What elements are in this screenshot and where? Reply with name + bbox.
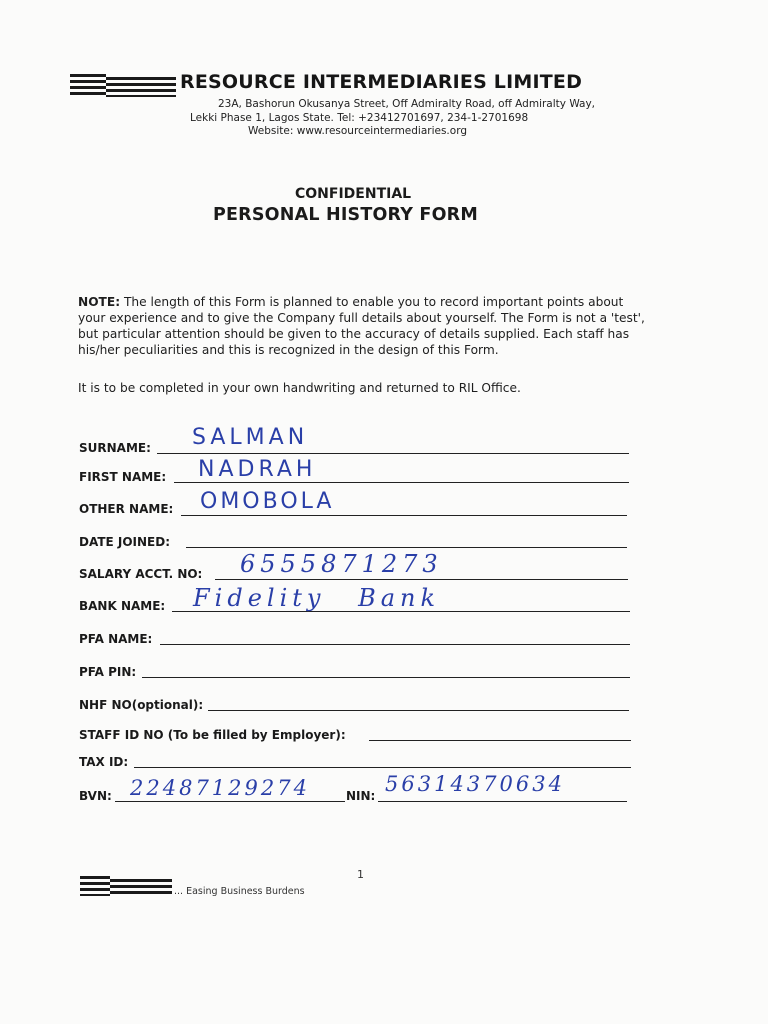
address-line-2: Lekki Phase 1, Lagos State. Tel: +23412701697, 234-1-2701698 xyxy=(190,112,529,124)
nhf-no-line xyxy=(208,710,629,711)
note-paragraph xyxy=(78,294,648,358)
first-name-field[interactable]: NADRAH xyxy=(198,457,317,482)
striped-flag-logo-icon xyxy=(70,72,176,98)
striped-flag-logo-icon xyxy=(80,874,172,898)
surname-label: SURNAME: xyxy=(79,441,151,455)
bvn-label: BVN: xyxy=(79,789,112,803)
salary-acct-field[interactable]: 6555871273 xyxy=(240,550,443,578)
staff-id-line xyxy=(369,740,631,741)
other-name-field[interactable]: OMOBOLA xyxy=(200,489,335,514)
bank-name-field[interactable]: Fidelity Bank xyxy=(193,584,441,612)
nin-label: NIN: xyxy=(346,789,376,803)
surname-field[interactable]: SALMAN xyxy=(192,425,309,450)
first-name-line xyxy=(174,482,629,483)
bank-name-label: BANK NAME: xyxy=(79,599,166,613)
salary-acct-line xyxy=(215,579,628,580)
first-name-label: FIRST NAME: xyxy=(79,470,167,484)
pfa-pin-label: PFA PIN: xyxy=(79,665,137,679)
surname-line xyxy=(157,453,629,454)
nhf-no-label: NHF NO(optional): xyxy=(79,698,204,712)
pfa-name-line xyxy=(160,644,630,645)
nin-field[interactable]: 56314370634 xyxy=(385,772,565,796)
tax-id-line xyxy=(134,767,631,768)
tagline: ... Easing Business Burdens xyxy=(174,886,305,897)
address-line-1: 23A, Bashorun Okusanya Street, Off Admiralty Road, off Admiralty Way, xyxy=(218,98,596,110)
other-name-line xyxy=(181,515,627,516)
note-label: NOTE: xyxy=(78,295,121,309)
form-title: PERSONAL HISTORY FORM xyxy=(213,205,478,225)
salary-acct-label: SALARY ACCT. NO: xyxy=(79,567,203,581)
date-joined-line xyxy=(186,547,627,548)
pfa-name-label: PFA NAME: xyxy=(79,632,153,646)
tax-id-label: TAX ID: xyxy=(79,755,129,769)
note-text: The length of this Form is planned to enable you to record important points about your experience and to give the Company full details about yourself. The Form is not a 'test', but particular attention should be given to the accuracy of details supplied. Each staff has his/her peculiarities and this is recognized in the design of this Form. xyxy=(78,295,645,357)
instruction-text: It is to be completed in your own handwriting and returned to RIL Office. xyxy=(78,381,521,395)
confidential-label: CONFIDENTIAL xyxy=(295,186,412,202)
pfa-pin-line xyxy=(142,677,630,678)
page-number: 1 xyxy=(357,868,364,881)
bvn-line xyxy=(115,801,345,802)
website: Website: www.resourceintermediaries.org xyxy=(248,125,467,137)
date-joined-label: DATE JOINED: xyxy=(79,535,171,549)
bvn-field[interactable]: 22487129274 xyxy=(130,776,310,800)
company-name: RESOURCE INTERMEDIARIES LIMITED xyxy=(180,71,583,93)
staff-id-label: STAFF ID NO (To be filled by Employer): xyxy=(79,728,346,742)
nin-line xyxy=(378,801,627,802)
other-name-label: OTHER NAME: xyxy=(79,502,174,516)
